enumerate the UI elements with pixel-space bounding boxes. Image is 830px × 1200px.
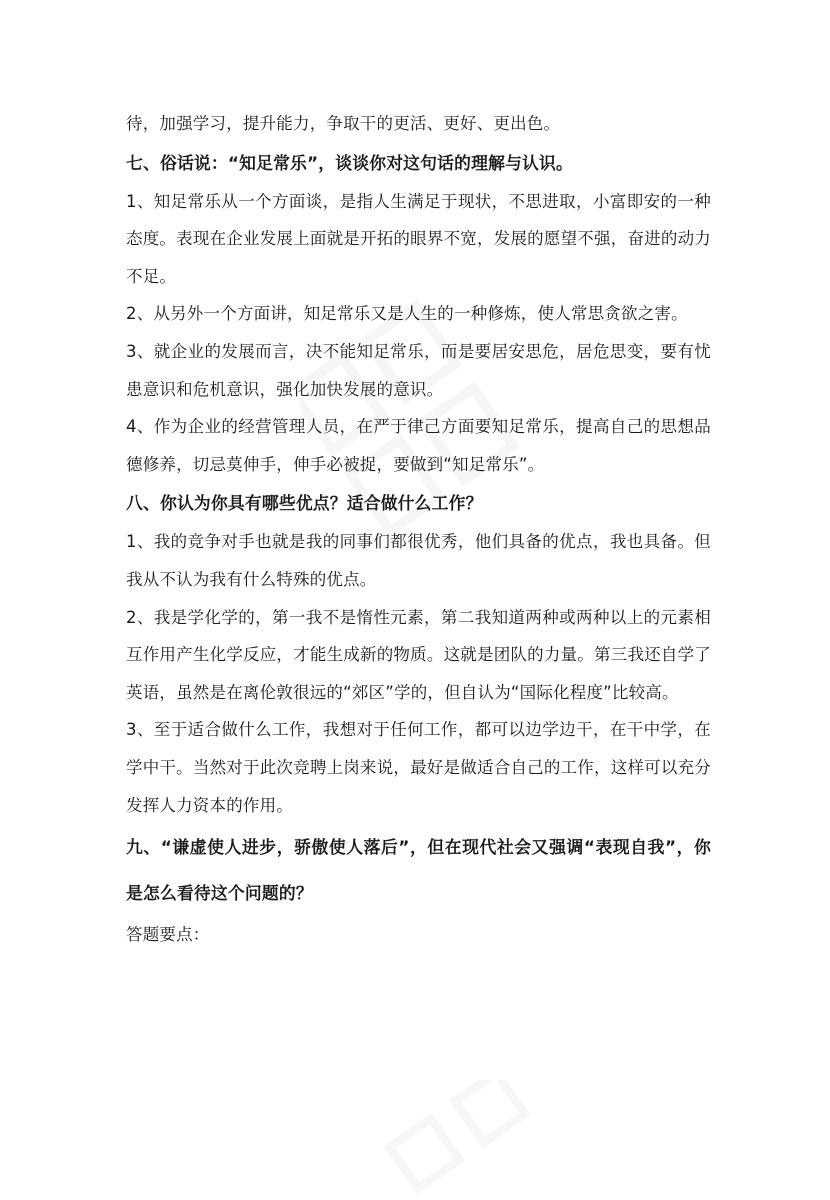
document-body — [126, 105, 711, 954]
paragraph: 4、作为企业的经营管理人员，在严于律己方面要知足常乐，提高自己的思想品德修养，切忌莫伸手，伸手必被捉，要做到“知足常乐”。 — [126, 417, 711, 474]
paragraph: 1、我的竞争对手也就是我的同事们都很优秀，他们具备的优点，我也具备。但我从不认为我有什么特殊的优点。 — [126, 532, 711, 589]
section-heading: 八、你认为你具有哪些优点？适合做什么工作？ — [126, 493, 483, 514]
paragraph: 3、就企业的发展而言，决不能知足常乐，而是要居安思危，居危思变，要有忧患意识和危机意识，强化加快发展的意识。 — [126, 341, 711, 399]
section-heading: 九、“谦虚使人进步，骄傲使人落后”，但在现代社会又强调“表现自我”，你是怎么看待这个问题的？ — [126, 837, 711, 904]
paragraph: 1、知足常乐从一个方面谈，是指人生满足于现状，不思进取，小富即安的一种态度。表现在企业发展上面就是开拓的眼界不宽，发展的愿望不强，奋进的动力不足。 — [126, 191, 711, 286]
watermark-logo-icon — [380, 1080, 560, 1200]
section-heading: 七、俗话说：“知足常乐”，谈谈你对这句话的理解与认识。 — [126, 152, 573, 173]
paragraph: 答题要点： — [126, 925, 210, 945]
paragraph: 3、至于适合做什么工作，我想对于任何工作，都可以边学边干，在干中学，在学中干。当然对于此次竞聘上岗来说，最好是做适合自己的工作，这样可以充分发挥人力资本的作用。 — [126, 720, 711, 815]
paragraph: 2、我是学化学的，第一我不是惰性元素，第二我知道两种或两种以上的元素相互作用产生化学反应，才能生成新的物质。这就是团队的力量。第三我还自学了英语，虽然是在离伦敦很远的“郊区”学的，但自认为“国际化程度”比较高。 — [126, 607, 711, 702]
paragraph: 2、从另外一个方面讲，知足常乐又是人生的一种修炼，使人常思贪欲之害。 — [126, 304, 688, 324]
paragraph: 待，加强学习，提升能力，争取干的更活、更好、更出色。 — [126, 114, 561, 133]
